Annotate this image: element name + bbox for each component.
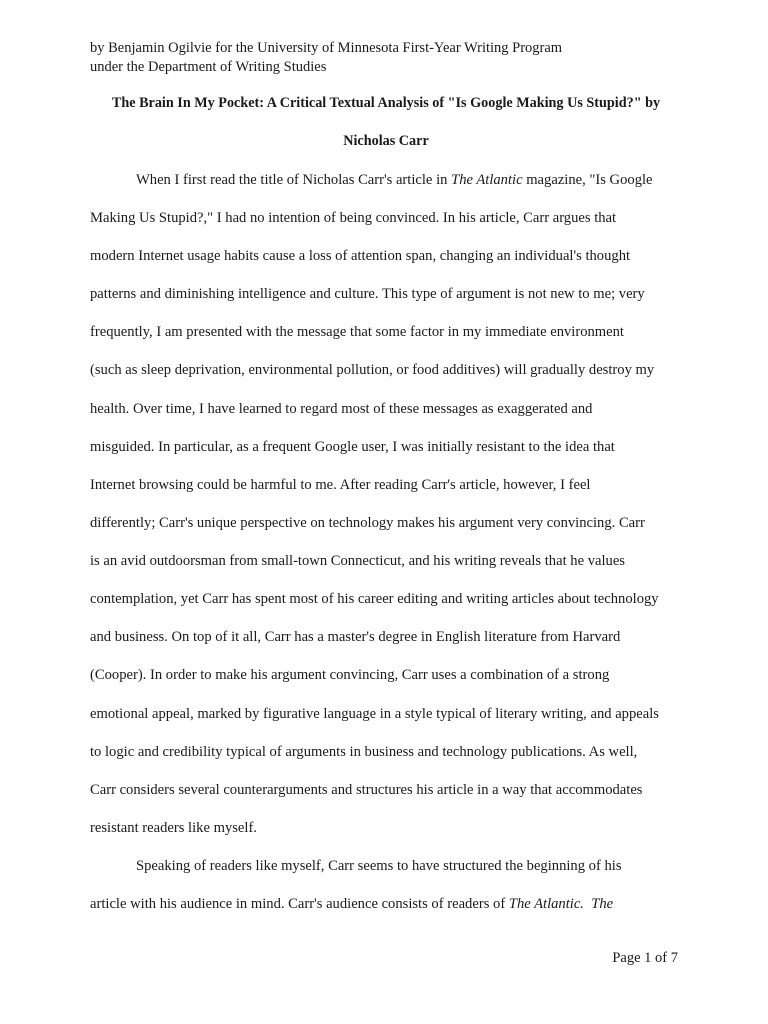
publication-italic: The Atlantic. [508,896,584,912]
paragraph-line: emotional appeal, marked by figurative language in a style typical of literary writing, and appeals [90,706,659,722]
paragraph-2-line-2 [90,894,613,914]
publication-italic: The Atlantic [451,172,523,188]
paragraph-line: Making Us Stupid?," I had no intention of being convinced. In his article, Carr argues that [90,210,617,226]
paragraph-line: health. Over time, I have learned to regard most of these messages as exaggerated and [90,401,593,417]
title-line-1: The Brain In My Pocket: A Critical Textual Analysis of "Is Google Making Us Stupid?" by [111,95,661,111]
page-number: Page 1 of 7 [612,950,678,966]
paragraph-2-line-1: Speaking of readers like myself, Carr seems to have structured the beginning of his [136,858,622,874]
byline [90,39,562,77]
text-span: article with his audience in mind. Carr's audience consists of readers of [90,896,509,912]
paragraph-line: (such as sleep deprivation, environmental pollution, or food additives) will gradually destroy my [90,362,655,378]
paragraph-line: contemplation, yet Carr has spent most of his career editing and writing articles about technology [90,591,659,607]
paragraph-line: modern Internet usage habits cause a loss of attention span, changing an individual's thought [90,248,631,264]
paragraph-line: resistant readers like myself. [90,820,257,836]
paragraph-line: and business. On top of it all, Carr has a master's degree in English literature from Harvard [90,629,621,645]
paragraph-line: is an avid outdoorsman from small-town Connecticut, and his writing reveals that he values [90,553,625,569]
text-span: When I first read the title of Nicholas Carr's article in [136,172,452,188]
byline-line-2: under the Department of Writing Studies [90,59,327,75]
publication-italic: The [591,896,614,912]
paragraph-line: Carr considers several counterarguments and structures his article in a way that accommodates [90,782,643,798]
paragraph-line: to logic and credibility typical of arguments in business and technology publications. As well, [90,744,638,760]
paragraph-line: misguided. In particular, as a frequent Google user, I was initially resistant to the idea that [90,439,615,455]
byline-line-1: by Benjamin Ogilvie for the University of Minnesota First-Year Writing Program [90,40,563,56]
paragraph-1-line-1 [136,170,653,190]
paragraph-line: differently; Carr's unique perspective on technology makes his argument very convincing. Carr [90,515,645,531]
paragraph-line: patterns and diminishing intelligence and culture. This type of argument is not new to me; very [90,286,645,302]
paragraph-line: Internet browsing could be harmful to me. After reading Carr's article, however, I feel [90,477,591,493]
paragraph-line: (Cooper). In order to make his argument convincing, Carr uses a combination of a strong [90,667,610,683]
title-line-2: Nicholas Carr [343,133,429,149]
text-span: magazine, "Is Google [522,172,653,188]
paragraph-line: frequently, I am presented with the message that some factor in my immediate environment [90,324,624,340]
